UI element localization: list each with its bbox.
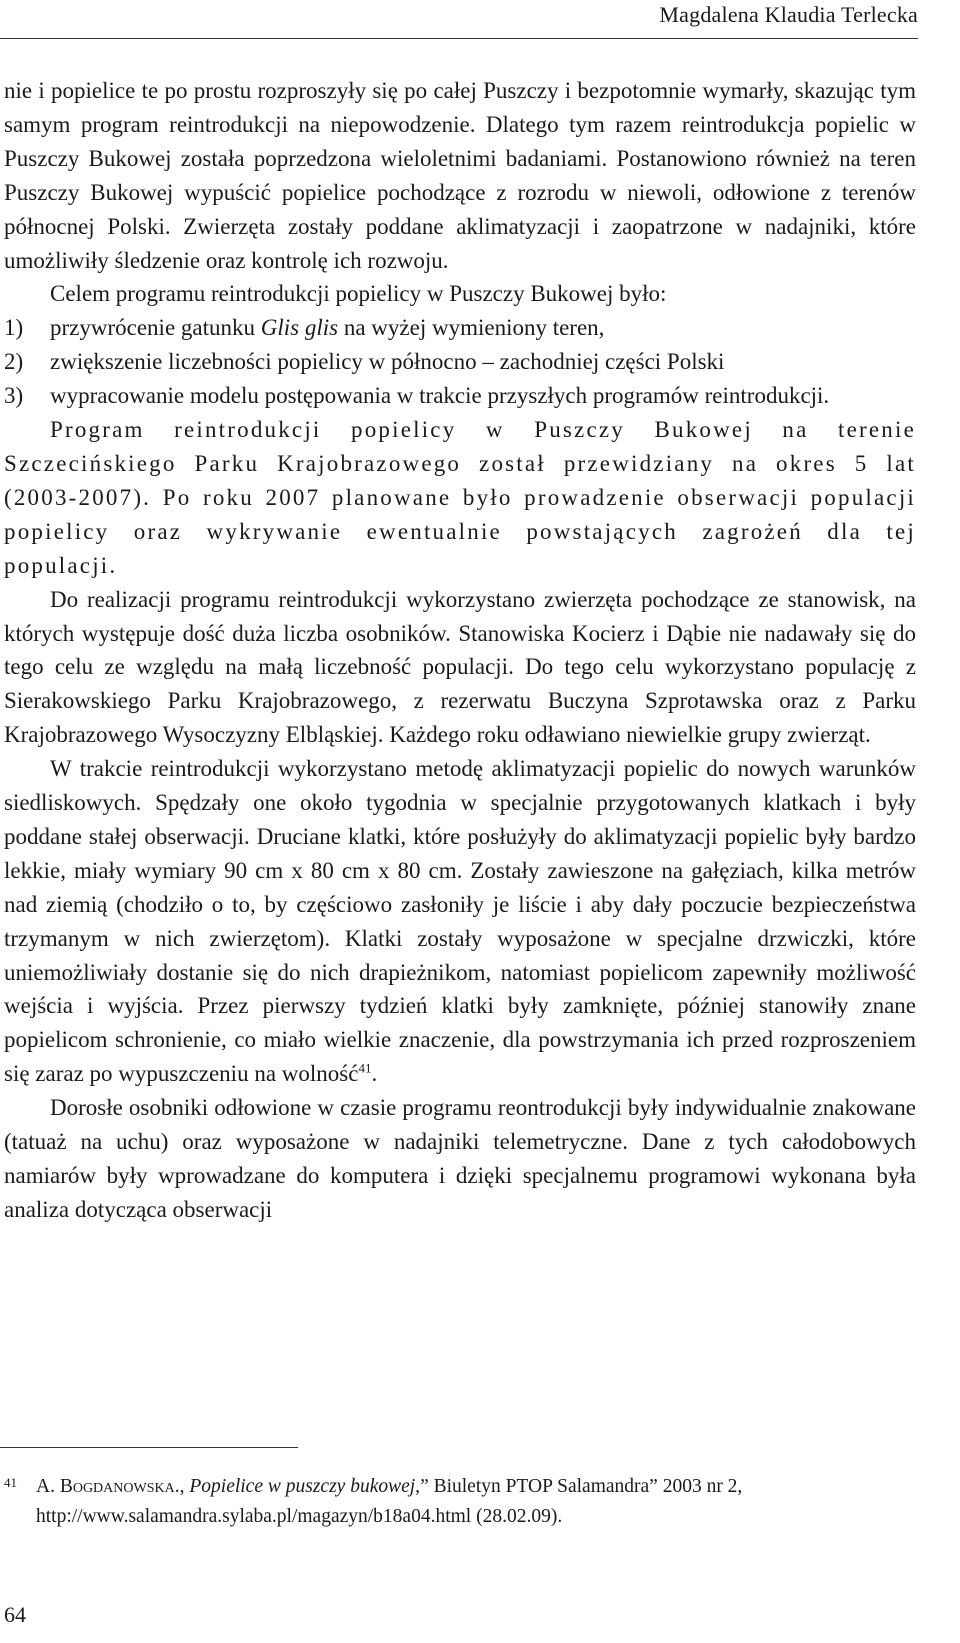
goals-list xyxy=(4,311,916,413)
paragraph-5: W trakcie reintrodukcji wykorzystano metodę aklimatyzacji popielic do nowych warunków siedliskowych. Spędzały one około tygodnia w specjalnie przygotowanych klatkach i były poddane stałej obserwacji. Druciane klatki, które posłużyły do aklimatyzacji popielic były bardzo lekkie, miały wymiary 90 cm x 80 cm x 80 cm. Zostały zawieszone na gałęziach, kilka metrów nad ziemią (chodziło o to, by częściowo zasłoniły je liście i aby dały poczucie bezpieczeństwa trzymanym w nich zwierzętom). Klatki zostały wyposażone w specjalne drzwiczki, które uniemożliwiały dostanie się do nich drapieżnikom, natomiast popielicom zapewniły możliwość wejścia i wyjścia. Przez pierwszy tydzień klatki były zamknięte, później stanowiły znane popielicom schronienie, co miało wielkie znaczenie, dla powstrzymania ich przed rozproszeniem się zaraz po wypuszczeniu na wolność$^{41}$. xyxy=(4,756,916,1087)
paragraph-3: Program reintrodukcji popielicy w Puszczy Bukowej na terenie Szczecińskiego Parku Krajobrazowego został przewidziany na okres 5 lat (2003-2007). Po roku 2007 planowane było prowadzenie obserwacji populacji popielicy oraz wykrywanie ewentualnie powstających zagrożeń dla tej populacji. xyxy=(4,417,916,578)
paragraph-4: Do realizacji programu reintrodukcji wykorzystano zwierzęta pochodzące ze stanowisk, na których występuje dość duża liczba osobników. Stanowiska Kocierz i Dąbie nie nadawały się do tego celu ze względu na małą liczebność populacji. Do tego celu wykorzystano populację z Sierakowskiego Parku Krajobrazowego, z rezerwatu Buczyna Szprotawska oraz z Parku Krajobrazowego Wysoczyzny Elbląskiej. Każdego roku odławiano niewielkie grupy zwierząt. xyxy=(4,586,916,748)
footnote-number: 41 xyxy=(4,1475,17,1490)
body-text xyxy=(4,74,916,1227)
paragraph-2-intro: Celem programu reintrodukcji popielicy w Puszczy Bukowej było: xyxy=(50,281,667,307)
footnote-reference[interactable]: 41 xyxy=(358,1060,372,1076)
running-head: Magdalena Klaudia Terlecka xyxy=(659,2,918,27)
species-name: Glis glis xyxy=(260,315,339,341)
footnote-title: Popielice w puszczy bukowej, xyxy=(189,1476,421,1497)
list-item: 3) wypracowanie modelu postępowania w trakcie przyszłych programów reintrodukcji. xyxy=(4,383,830,409)
footnote-source[interactable]: ” Biuletyn PTOP Salamandra” 2003 nr 2, http://www.salamandra.sylaba.pl/magazyn/b18a04.html (28.02.09). xyxy=(36,1476,743,1527)
header-rule xyxy=(0,38,918,39)
footnote xyxy=(0,1472,916,1532)
paragraph-6: Dorosłe osobniki odłowione w czasie programu reontrodukcji były indywidualnie znakowane (tatuaż na uchu) oraz wyposażone w nadajniki telemetryczne. Dane z tych całodobowych namiarów były wprowadzane do komputera i dzięki specjalnemu programowi wykonana była analiza dotycząca obserwacji xyxy=(4,1095,916,1222)
footnote-rule xyxy=(0,1447,298,1448)
list-item: 1) przywrócenie gatunku Glis glis na wyżej wymieniony teren, xyxy=(4,315,605,341)
list-item: 2) zwiększenie liczebności popielicy w północno – zachodniej części Polski xyxy=(4,349,725,375)
footnote-text: A. Bogdanowska., Popielice w puszczy bukowej,” Biuletyn PTOP Salamandra” 2003 nr 2, http://www.salamandra.sylaba.pl/magazyn/b18a04.html (28.02.09). xyxy=(36,1476,743,1527)
page-number: 64 xyxy=(4,1602,26,1627)
paragraph-1: nie i popielice te po prostu rozproszyły się po całej Puszczy i bezpotomnie wymarły, skazując tym samym program reintrodukcji na niepowodzenie. Dlatego tym razem reintrodukcja popielic w Puszczy Bukowej została poprzedzona wieloletnimi badaniami. Postanowiono również na teren Puszczy Bukowej wypuścić popielice pochodzące z rozrodu w niewoli, odłowione z terenów północnej Polski. Zwierzęta zostały poddane aklimatyzacji i zaopatrzone w nadajniki, które umożliwiły śledzenie oraz kontrolę ich rozwoju. xyxy=(4,78,916,273)
footnote-author: A. Bogdanowska. xyxy=(36,1476,180,1497)
